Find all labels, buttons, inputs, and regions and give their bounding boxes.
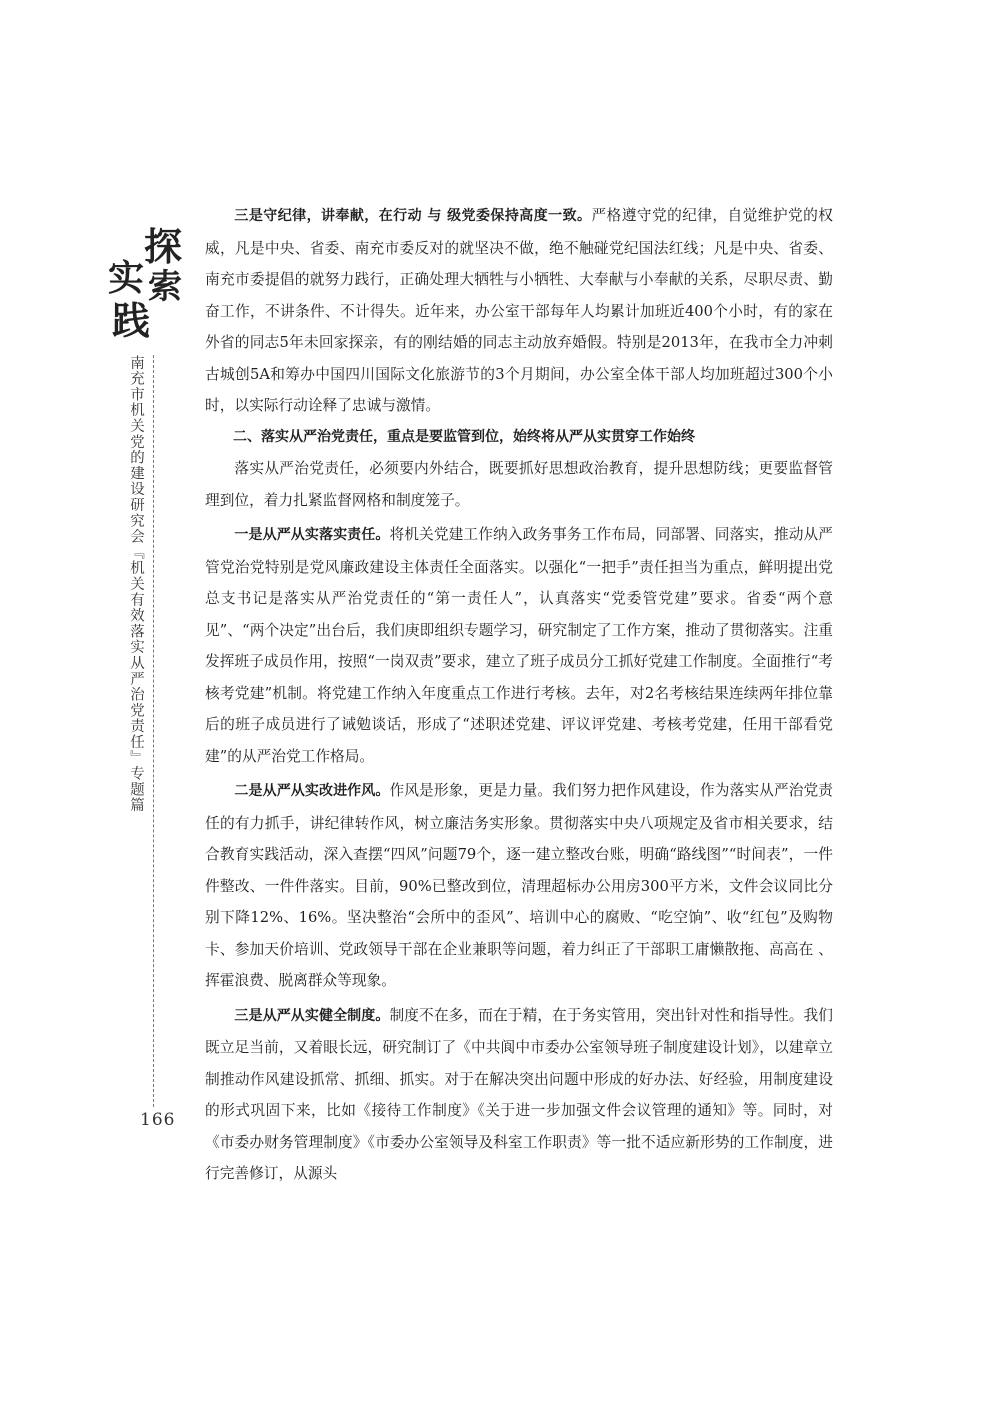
paragraph-3-text: 将机关党建工作纳入政务事务工作布局，同部署、同落实，推动从严管党治党特别是党风廉政建设主体责任全面落实。以强化“一把手”责任担当为重点，鲜明提出党总支书记是落实从严治党责任的“第一责任人”，认真落实“党委管党建”要求。省委“两个意见”、“两个决定”出台后，我们庚即组织专题学习，研究制定了工作方案，推动了贯彻落实。注重发挥班子成员作用，按照“一岗双责”要求，建立了班子成员分工抓好党建工作制度。全面推行“考核考党建”机制。将党建工作纳入年度重点工作进行考核。去年，对2名考核结果连续两年排位靠后的班子成员进行了诫勉谈话，形成了“述职述党建、评议评党建、考核考党建，任用干部看党建”的从严治党工作格局。 [205,526,833,765]
paragraph-1-lead: 三是守纪律，讲奉献，在行动 与 级党委保持高度一致。 [234,208,592,224]
page-number: 166 [140,1110,176,1130]
dashed-divider [153,355,154,1107]
paragraph-5 [205,1000,833,1190]
calligraphy-char-1: 探 [144,224,183,269]
paragraph-5-text: 制度不在多，而在于精，在于务实管用，突出针对性和指导性。我们既立足当前，又着眼长远，研究制订了《中共阆中市委办公室领导班子制度建设计划》，以建章立制推动作风建设抓常、抓细、抓实。对于在解决突出问题中形成的好办法、好经验，用制度建设的形式巩固下来，比如《接待工作制度》《关于进一步加强文件会议管理的通知》等。同时，对《市委办财务管理制度》《市委办公室领导及科室工作职责》等一批不适应新形势的工作制度，进行完善修订，从源头 [205,1006,833,1182]
paragraph-4-lead: 二是从严从实改进作风。 [234,783,390,799]
section-heading-2: 二、落实从严治党责任，重点是要监管到位，始终将从严从实贯穿工作始终 [233,428,695,445]
paragraph-4 [205,775,833,997]
paragraph-5-lead: 三是从严从实健全制度。 [234,1007,390,1024]
calligraphy-char-4: 践 [112,298,151,343]
column-logo-calligraphy [108,224,184,348]
calligraphy-char-3: 实 [108,257,145,299]
paragraph-1 [205,200,833,422]
paragraph-3 [205,519,833,772]
paragraph-1-text: 严格遵守党的纪律，自觉维护党的权威，凡是中央、省委、南充市委反对的就坚决不做，绝不触碰党纪国法红线；凡是中央、省委、南充市委提倡的就努力践行，正确处理大牺牲与小牺牲、大奉献与小奉献的关系，尽职尽责、勤奋工作，不讲条件、不计得失。近年来，办公室干部每年人均累计加班近400个小时，有的家在外省的同志5年未回家探亲，有的刚结婚的同志主动放弃婚假。特别是2013年，在我市全力冲刺古城创5A和筹办中国四川国际文化旅游节的3个月期间，办公室全体干部人均加班超过300个小时，以实际行动诠释了忠诚与激情。 [205,207,833,414]
calligraphy-char-2: 索 [148,267,182,307]
paragraph-2: 落实从严治党责任，必须要内外结合，既要抓好思想政治教育，提升思想防线；更要监督管理到位，着力扎紧监督网格和制度笼子。 [205,460,833,509]
column-vertical-title: 南充市机关党的建设研究会『机关有效落实从严治党责任』专题篇 [128,355,144,814]
article-body [205,200,833,1190]
paragraph-3-lead: 一是从严从实落实责任。 [234,527,390,543]
paragraph-4-text: 作风是形象，更是力量。我们努力把作风建设，作为落实从严治党责任的有力抓手，讲纪律转作风，树立廉洁务实形象。贯彻落实中央八项规定及省市相关要求，结合教育实践活动，深入查摆“四风”问题79个，逐一建立整改台账，明确“路线图”“时间表”，一件件整改、一件件落实。目前，90%已整改到位，清理超标办公用房300平方米，文件会议同比分别下降12%、16%。坚决整治“会所中的歪风”、培训中心的腐败、“吃空饷”、收“红包”及购物卡、参加天价培训、党政领导干部在企业兼职等问题，着力纠正了干部职工庸懒散拖、高高在 、挥霍浪费、脱离群众等现象。 [205,782,833,989]
